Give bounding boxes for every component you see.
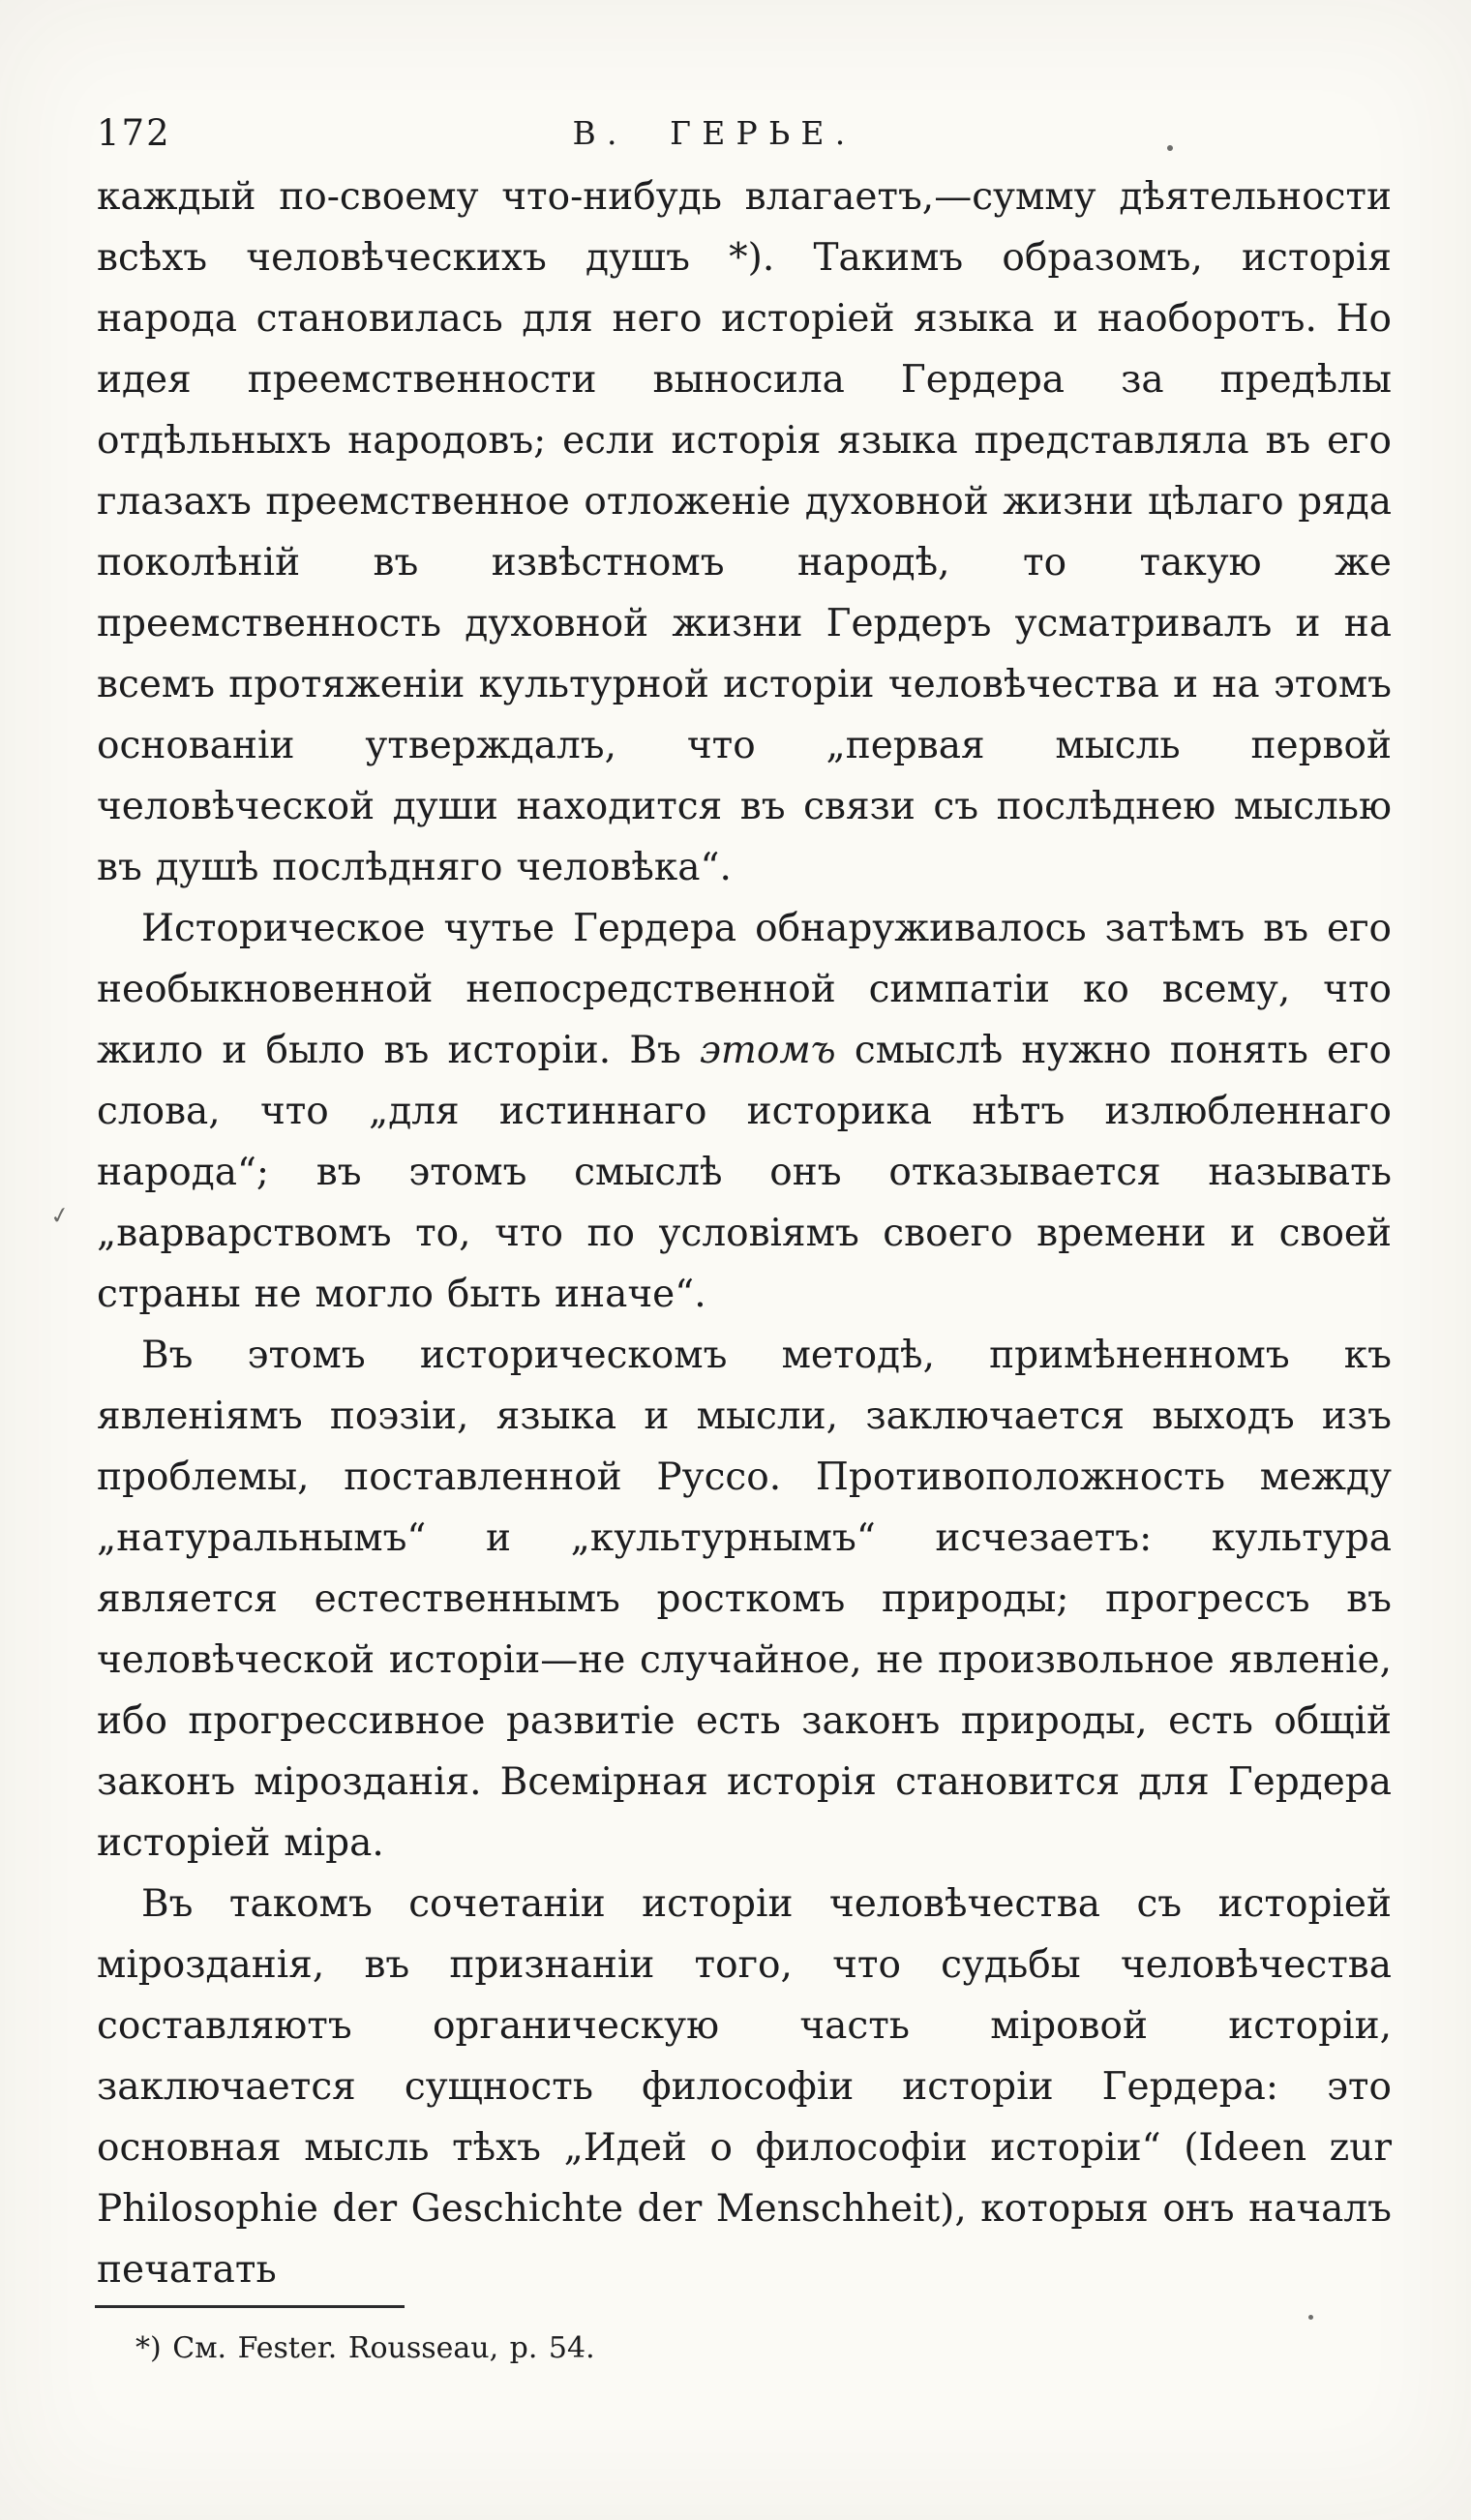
paragraph-text: Въ такомъ сочетаніи исторіи человѣчества съ исторіей мірозданія, въ признаніи того, что судьбы человѣчества составляютъ органическую часть міровой исторіи, заключается сущность философіи исторіи Гердера: это основная мысль тѣхъ „Идей о философіи исторіи“ (Ideen zur Philosophie der Geschichte der Menschheit), которыя онъ началъ печатать bbox=[97, 1882, 1392, 2292]
scan-speck bbox=[1308, 2315, 1313, 2320]
margin-ink-mark: ✓ bbox=[47, 1200, 73, 1231]
page-number: 172 bbox=[97, 112, 171, 154]
paragraph-italic-text: этомъ bbox=[700, 1029, 836, 1072]
paragraph-text: Въ этомъ историческомъ методѣ, примѣненномъ къ явленіямъ поэзіи, языка и мысли, заключается выходъ изъ проблемы, поставленной Руссо. Противоположность между „натуральнымъ“ и „культурнымъ“ исчезаетъ: культура является естественнымъ росткомъ природы; прогрессъ въ человѣческой исторіи—не случайное, не произвольное явленіе, ибо прогрессивное развитіе есть законъ природы, есть общій законъ мірозданія. Всемірная исторія становится для Гердера исторіей міра. bbox=[97, 1334, 1392, 1865]
paragraphs-container bbox=[97, 166, 1392, 2300]
paragraph bbox=[97, 1874, 1392, 2300]
paragraph bbox=[97, 898, 1392, 1325]
paragraph-text: каждый по-своему что-нибудь влагаетъ,—сумму дѣятельности всѣхъ человѣческихъ душъ *). Такимъ образомъ, исторія народа становилась для него исторіей языка и наоборотъ. Но идея преемственности выносила Гердера за предѣлы отдѣльныхъ народовъ; если исторія языка представляла въ его глазахъ преемственное отложеніе духовной жизни цѣлаго ряда поколѣній въ извѣстномъ народѣ, то такую же преемственность духовной жизни Гердеръ усматривалъ и на всемъ протяженіи культурной исторіи человѣчества и на этомъ основаніи утверждалъ, что „первая мысль первой человѣческой души находится въ связи съ послѣднею мыслью въ душѣ послѣдняго человѣка“. bbox=[97, 175, 1392, 889]
paragraph bbox=[97, 166, 1392, 898]
paragraph-text: смыслѣ нужно понять его слова, что „для истиннаго историка нѣтъ излюбленнаго народа“; въ этомъ смыслѣ онъ отказывается называть „варварствомъ то, что по условіямъ своего времени и своей страны не могло быть иначе“. bbox=[97, 1029, 1392, 1316]
paragraph bbox=[97, 1325, 1392, 1874]
footnote-rule bbox=[95, 2305, 405, 2308]
page-header bbox=[97, 112, 1390, 159]
footnote: *) См. Fester. Rousseau, p. 54. bbox=[135, 2331, 595, 2365]
page-body bbox=[97, 166, 1392, 2300]
running-title: В. ГЕРЬЕ. bbox=[572, 114, 856, 152]
scan-speck bbox=[1167, 145, 1173, 151]
paragraph-text: Историческое чутье Гердера обнаруживалось затѣмъ въ его необыкновенной непосредственной симпатіи ко всему, что жило и было въ исторіи. Въ bbox=[97, 907, 1392, 1072]
